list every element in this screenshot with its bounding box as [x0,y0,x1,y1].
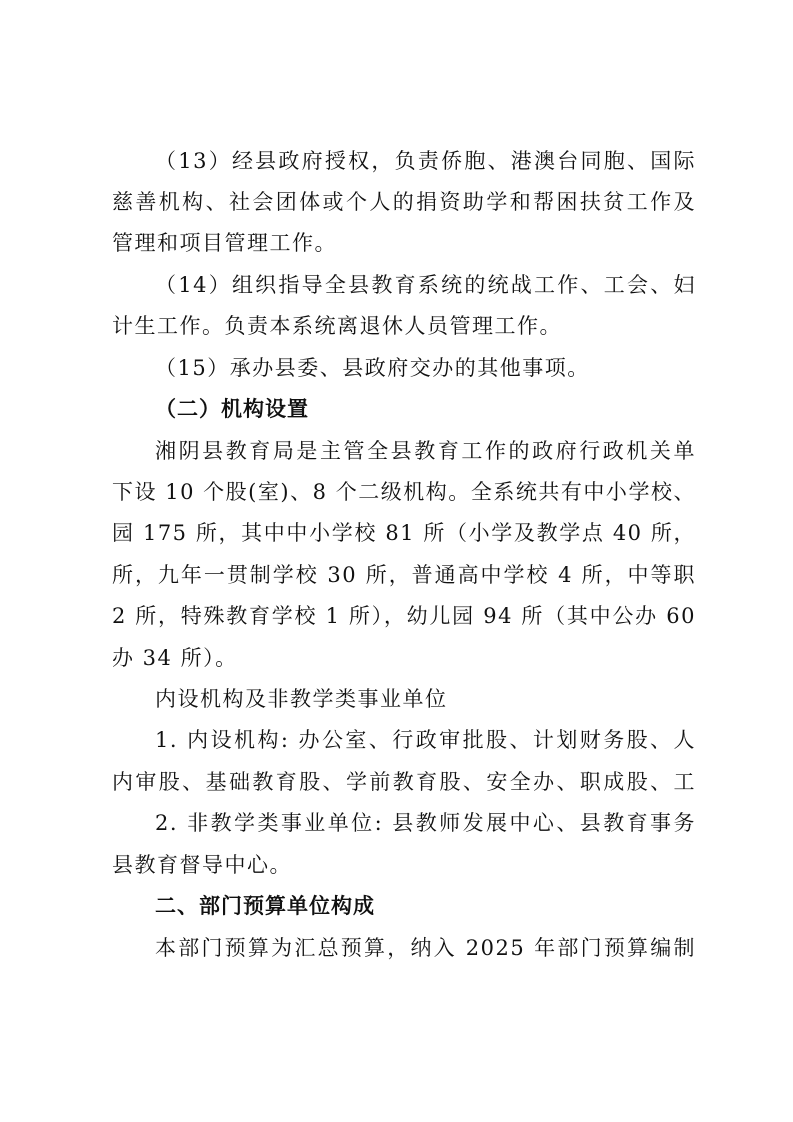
internal-units-2-line-2: 县教育督导中心。 [112,853,292,877]
org-paragraph-line-6: 办 34 所）。 [112,646,238,670]
org-paragraph-line-5: 2 所，特殊教育学校 1 所），幼儿园 94 所（其中公办 60 [112,604,696,628]
paragraph-13-line-3: 管理和项目管理工作。 [112,231,337,255]
budget-paragraph-line-1: 本部门预算为汇总预算，纳入 2025 年部门预算编制 [155,936,696,960]
internal-units-1-line-2: 内审股、基础教育股、学前教育股、安全办、职成股、工 [112,770,696,794]
paragraph-13-line-2: 慈善机构、社会团体或个人的捐资助学和帮困扶贫工作及 [112,190,696,214]
section-heading-budget: 二、部门预算单位构成 [155,894,375,918]
internal-units-1-line-1: 1. 内设机构: 办公室、行政审批股、计划财务股、人 [155,728,696,752]
internal-units-2-line-1: 2. 非教学类事业单位: 县教师发展中心、县教育事务 [155,811,696,835]
org-paragraph-line-1: 湘阴县教育局是主管全县教育工作的政府行政机关单 [155,439,696,463]
paragraph-14-line-2: 计生工作。负责本系统离退休人员管理工作。 [112,314,562,338]
org-paragraph-line-2: 下设 10 个股(室)、8 个二级机构。全系统共有中小学校、 [112,480,696,504]
org-paragraph-line-4: 所，九年一贯制学校 30 所，普通高中学校 4 所，中等职 [112,563,696,587]
internal-units-title: 内设机构及非教学类事业单位 [155,687,448,711]
org-paragraph-line-3: 园 175 所，其中中小学校 81 所（小学及教学点 40 所， [112,521,696,545]
paragraph-13-line-1: （13）经县政府授权，负责侨胞、港澳台同胞、国际 [155,149,696,173]
section-heading-org: （二）机构设置 [155,397,309,421]
paragraph-14-line-1: （14）组织指导全县教育系统的统战工作、工会、妇 [155,273,696,297]
paragraph-15-line-1: （15）承办县委、县政府交办的其他事项。 [155,356,590,380]
